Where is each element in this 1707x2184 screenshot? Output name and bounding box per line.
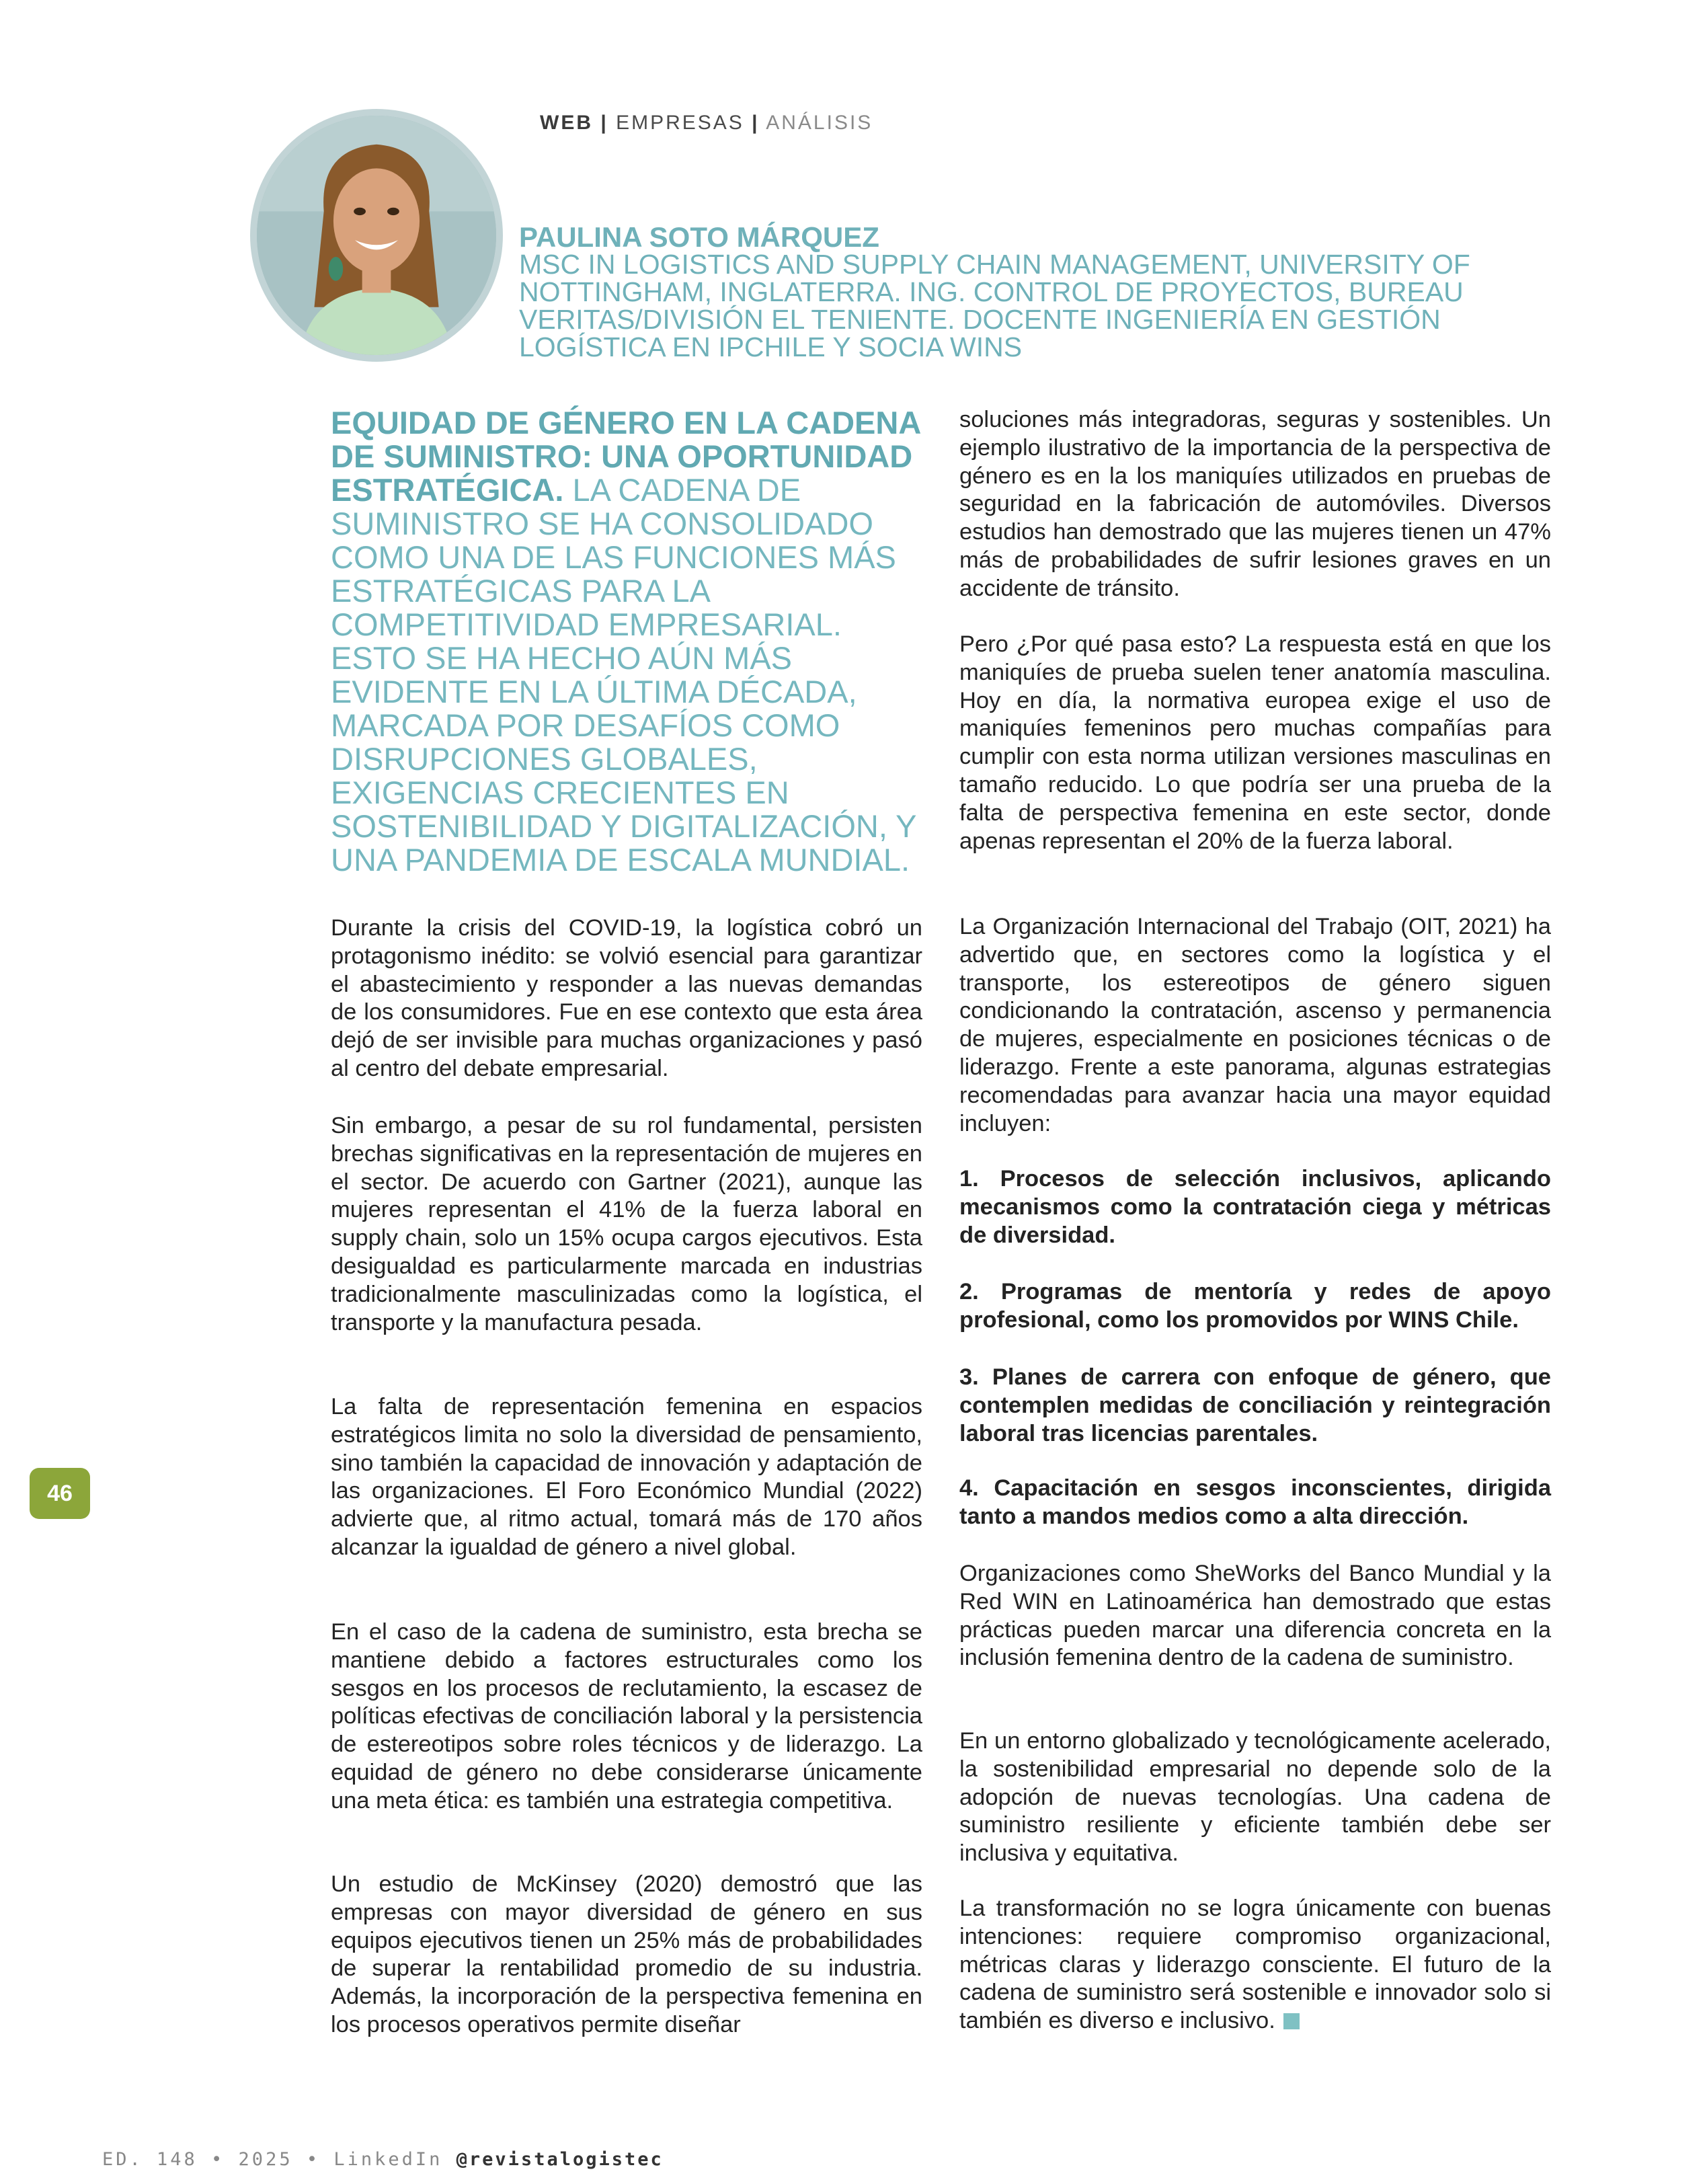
strategy-item: 2. Programas de mentoría y redes de apoyo profesional, como los promovidos por WINS Chile. [959, 1279, 1551, 1333]
section-tag [540, 112, 873, 134]
author-block [519, 223, 1501, 361]
paragraph: Un estudio de McKinsey (2020) demostró que las empresas con mayor diversidad de género en sus equipos ejecutivos tienen un 25% más de probabilidades de superar la rentabilidad promedio de su industria. Además, la incorporación de la perspectiva femenina en los procesos operativos permite diseñar [331, 1871, 922, 2037]
paragraph: Durante la crisis del COVID-19, la logística cobró un protagonismo inédito: se volvió esencial para garantizar el abastecimiento y responder a las nuevas demandas de los consumidores. Fue en ese contexto que esta área dejó de ser invisible para muchas organizaciones y pasó al centro del debate empresarial. [331, 915, 922, 1081]
paragraph: La falta de representación femenina en espacios estratégicos limita no solo la diversidad de pensamiento, sino también la capacidad de innovación y adaptación de las organizaciones. El Foro Económico Mundial (2022) advierte que, al ritmo actual, tomará más de 170 años alcanzar la igualdad de género a nivel global. [331, 1394, 922, 1560]
strategy-item: 4. Capacitación en sesgos inconscientes, dirigida tanto a mandos medios como a alta dirección. [959, 1475, 1551, 1529]
paragraph: La Organización Internacional del Trabajo (OIT, 2021) ha advertido que, en sectores como la logística y el transporte, los estereotipos de género siguen condicionando la contratación, ascenso y permanencia de mujeres, especialmente en posiciones técnicas o de liderazgo. Frente a este panorama, algunas estrategias recomendadas para avanzar hacia una mayor equidad incluyen: [959, 914, 1551, 1136]
author-credentials: MSC IN LOGISTICS AND SUPPLY CHAIN MANAGEMENT, UNIVERSITY OF NOTTINGHAM, INGLATERRA. ING. CONTROL DE PROYECTOS, BUREAU VERITAS/DIVISIÓN EL TENIENTE. DOCENTE INGENIERÍA EN GESTIÓN LOGÍSTICA EN IPCHILE Y SOCIA WINS [519, 249, 1470, 362]
strategy-item: 3. Planes de carrera con enfoque de género, que contemplen medidas de conciliación y reintegración laboral tras licencias parentales. [959, 1364, 1551, 1446]
paragraph: En el caso de la cadena de suministro, esta brecha se mantiene debido a factores estructurales como los sesgos en los procesos de reclutamiento, la escasez de políticas efectivas de conciliación laboral y la persistencia de estereotipos sobre roles técnicos y de liderazgo. La equidad de género no debe considerarse únicamente una meta ética: es también una estrategia competitiva. [331, 1619, 922, 1814]
paragraph: Organizaciones como SheWorks del Banco Mundial y la Red WIN en Latinoamérica han demostrado que estas prácticas pueden marcar una diferencia concreta en la inclusión femenina dentro de la cadena de suministro. [959, 1561, 1551, 1671]
closing-text: La transformación no se logra únicamente con buenas intenciones: requiere compromiso organizacional, métricas claras y liderazgo consciente. El futuro de la cadena de suministro será sostenible e innovador solo si también es diverso e inclusivo. [959, 1896, 1551, 2034]
strategy-item: 1. Procesos de selección inclusivos, aplicando mecanismos como la contratación ciega y métricas de diversidad. [959, 1166, 1551, 1248]
article-title: EQUIDAD DE GÉNERO EN LA CADENA DE SUMINISTRO: UNA OPORTUNIDAD ESTRATÉGICA. [331, 405, 920, 508]
closing-paragraph [959, 1895, 1551, 2035]
article-intro: LA CADENA DE SUMINISTRO SE HA CONSOLIDADO COMO UNA DE LAS FUNCIONES MÁS ESTRATÉGICAS PARA LA COMPETITIVIDAD EMPRESARIAL. ESTO SE HA HECHO AÚN MÁS EVIDENTE EN LA ÚLTIMA DÉCADA, MARCADA POR DESAFÍOS COMO DISRUPCIONES GLOBALES, EXIGENCIAS CRECIENTES EN SOSTENIBILIDAD Y DIGITALIZACIÓN, Y UNA PANDEMIA DE ESCALA MUNDIAL. [331, 472, 916, 878]
section-separator: | [752, 112, 760, 134]
section-analisis: ANÁLISIS [766, 112, 873, 134]
page-number-badge: 46 [30, 1468, 90, 1519]
section-web: WEB [540, 112, 593, 134]
end-of-article-square-icon [1283, 2013, 1300, 2029]
section-empresas: EMPRESAS [616, 112, 744, 134]
article-lead [331, 406, 936, 877]
footer-edition: ED. 148 • 2025 • LinkedIn [102, 2149, 443, 2170]
paragraph: Pero ¿Por qué pasa esto? La respuesta está en que los maniquíes de prueba suelen tener anatomía masculina. Hoy en día, la normativa europea exige el uso de maniquíes femeninos pero muchas compañías para cumplir con esta norma utilizan versiones masculinas en tamaño reducido. Lo que podría ser una prueba de la falta de perspectiva femenina en este sector, donde apenas representan el 20% de la fuerza laboral. [959, 631, 1551, 854]
paragraph: Sin embargo, a pesar de su rol fundamental, persisten brechas significativas en la representación de mujeres en el sector. De acuerdo con Gartner (2021), aunque las mujeres representan el 41% de la fuerza laboral en supply chain, solo un 15% ocupa cargos ejecutivos. Esta desigualdad es particularmente marcada en industrias tradicionalmente masculinizadas como la logística, el transporte y la manufactura pesada. [331, 1113, 922, 1335]
author-name: PAULINA SOTO MÁRQUEZ [519, 221, 879, 253]
footer [102, 2149, 664, 2170]
footer-linkedin-handle[interactable]: @revistalogistec [456, 2149, 664, 2170]
section-separator: | [600, 112, 608, 134]
paragraph: En un entorno globalizado y tecnológicamente acelerado, la sostenibilidad empresarial no depende solo de la adopción de nuevas tecnologías. Una cadena de suministro resiliente y eficiente también debe ser inclusiva y equitativa. [959, 1728, 1551, 1867]
paragraph: soluciones más integradoras, seguras y sostenibles. Un ejemplo ilustrativo de la importancia de la perspectiva de género es en la los maniquíes utilizados en pruebas de seguridad en la fabricación de automóviles. Diversos estudios han demostrado que las mujeres tienen un 47% más de probabilidades de sufrir lesiones graves en un accidente de tránsito. [959, 407, 1551, 601]
author-photo [250, 109, 503, 362]
